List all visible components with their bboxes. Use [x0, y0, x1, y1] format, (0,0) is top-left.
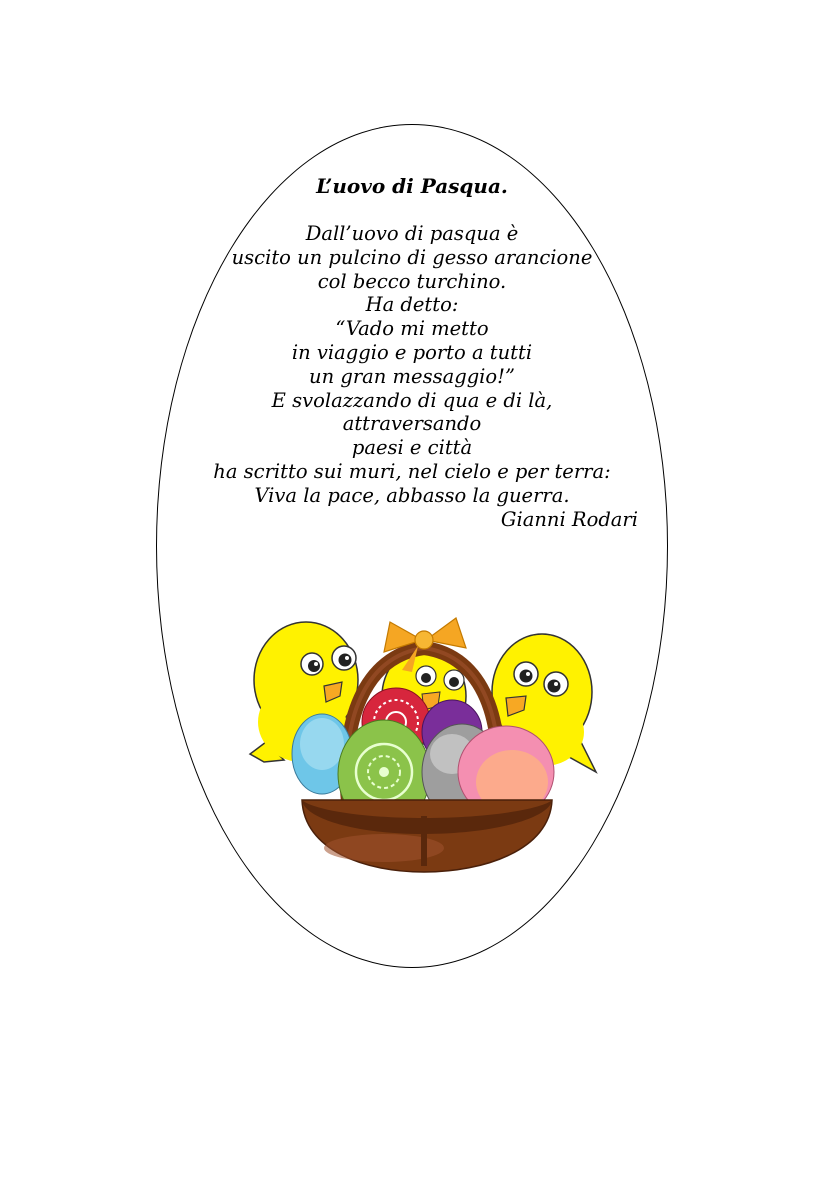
- poem-line: Ha detto:: [365, 293, 459, 317]
- poem-line: in viaggio e porto a tutti: [291, 340, 533, 364]
- poem-author: Gianni Rodari: [500, 507, 638, 531]
- poem-line: paesi e città: [351, 436, 473, 460]
- poem-line: Dall’uovo di pasqua è: [305, 222, 519, 245]
- poem-line: “Vado mi metto: [335, 317, 489, 341]
- poem-line: attraversando: [342, 412, 482, 436]
- poem-line: col becco turchino.: [317, 269, 507, 293]
- poem-line: E svolazzando di qua e di là,: [271, 388, 553, 412]
- poem: [200, 172, 638, 531]
- poem-line: uscito un pulcino di gesso arancione: [231, 245, 593, 269]
- poem-line: Viva la pace, abbasso la guerra.: [254, 483, 570, 507]
- poem-title: L’uovo di Pasqua.: [316, 174, 508, 198]
- poem-line: un gran messaggio!”: [309, 364, 515, 388]
- easter-basket-with-chicks-icon: [244, 612, 604, 874]
- poem-line: ha scritto sui muri, nel cielo e per terra:: [213, 459, 611, 483]
- basket: [302, 800, 552, 872]
